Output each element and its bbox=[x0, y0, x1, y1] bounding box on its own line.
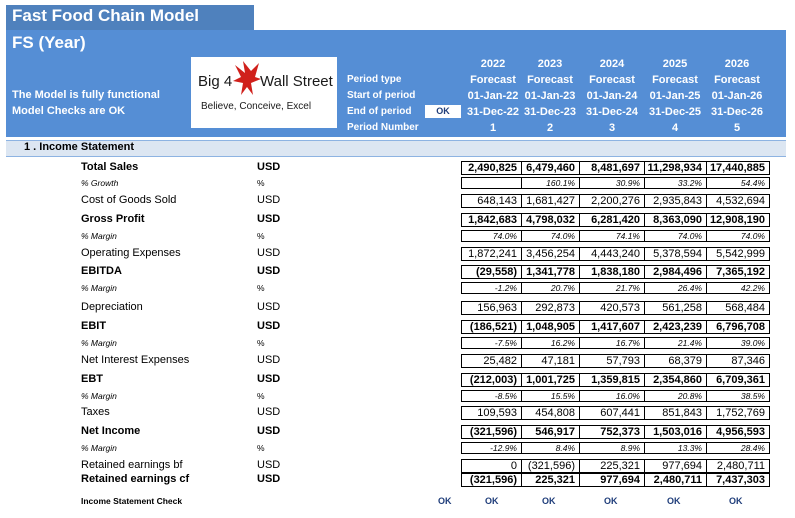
table-cell[interactable]: 5,378,594 bbox=[644, 247, 707, 261]
row-label: Retained earnings bf bbox=[81, 459, 183, 471]
row-label: Retained earnings cf bbox=[81, 473, 190, 485]
table-cell[interactable]: 561,258 bbox=[644, 301, 707, 315]
period-start-2: 01-Jan-23 bbox=[524, 90, 576, 102]
row-label: % Margin bbox=[81, 283, 117, 293]
eagle-logo-icon bbox=[231, 59, 263, 99]
row-label: Net Income bbox=[81, 425, 141, 437]
table-cell[interactable]: 1,001,725 bbox=[521, 373, 580, 387]
row-label: Total Sales bbox=[81, 161, 139, 173]
table-cell[interactable]: 420,573 bbox=[579, 301, 645, 315]
table-cell[interactable]: (186,521) bbox=[461, 320, 522, 334]
table-cell[interactable]: 20.7% bbox=[521, 282, 580, 294]
status-checks: Model Checks are OK bbox=[12, 105, 126, 117]
period-number-2: 2 bbox=[546, 122, 554, 134]
period-number-4: 4 bbox=[671, 122, 679, 134]
table-cell[interactable]: 5,542,999 bbox=[706, 247, 770, 261]
table-cell[interactable]: 7,437,303 bbox=[706, 473, 770, 487]
row-unit: % bbox=[257, 391, 265, 401]
row-label: % Margin bbox=[81, 338, 117, 348]
row-unit: USD bbox=[257, 354, 281, 366]
table-cell[interactable]: 607,441 bbox=[579, 406, 645, 420]
period-year-1: 2022 bbox=[480, 58, 506, 70]
row-unit: USD bbox=[257, 247, 281, 259]
check-ok-1: OK bbox=[485, 496, 499, 506]
table-cell[interactable]: 1,752,769 bbox=[706, 406, 770, 420]
period-year-2: 2023 bbox=[537, 58, 563, 70]
table-cell[interactable]: 2,935,843 bbox=[644, 194, 707, 208]
period-year-4: 2025 bbox=[662, 58, 688, 70]
table-cell[interactable]: 68,379 bbox=[644, 354, 707, 368]
table-cell[interactable]: 1,842,683 bbox=[461, 213, 522, 227]
row-unit: % bbox=[257, 443, 265, 453]
table-cell[interactable]: 21.7% bbox=[579, 282, 645, 294]
table-cell[interactable]: (29,558) bbox=[461, 265, 522, 279]
row-label: Operating Expenses bbox=[81, 247, 181, 259]
table-cell[interactable]: 39.0% bbox=[706, 337, 770, 349]
period-end-1: 31-Dec-22 bbox=[467, 106, 519, 118]
table-cell[interactable]: 851,843 bbox=[644, 406, 707, 420]
row-unit: USD bbox=[257, 194, 281, 206]
table-cell[interactable]: 74.0% bbox=[706, 230, 770, 242]
label-period-number: Period Number bbox=[347, 122, 419, 133]
table-cell[interactable]: 30.9% bbox=[579, 177, 645, 189]
table-cell[interactable]: 6,281,420 bbox=[579, 213, 645, 227]
row-unit: % bbox=[257, 178, 265, 188]
period-type-4: Forecast bbox=[652, 74, 698, 86]
check-summary-ok: OK bbox=[438, 496, 452, 506]
table-cell[interactable]: 54.4% bbox=[706, 177, 770, 189]
table-cell[interactable]: 8.4% bbox=[521, 442, 580, 454]
period-end-2: 31-Dec-23 bbox=[524, 106, 576, 118]
table-cell[interactable]: 752,373 bbox=[579, 425, 645, 439]
row-unit: % bbox=[257, 283, 265, 293]
row-unit: % bbox=[257, 338, 265, 348]
table-cell[interactable]: 156,963 bbox=[461, 301, 522, 315]
check-ok-4: OK bbox=[667, 496, 681, 506]
table-cell[interactable]: 1,681,427 bbox=[521, 194, 580, 208]
table-cell[interactable]: 16.2% bbox=[521, 337, 580, 349]
period-start-3: 01-Jan-24 bbox=[586, 90, 638, 102]
period-number-3: 3 bbox=[608, 122, 616, 134]
table-cell[interactable]: 4,798,032 bbox=[521, 213, 580, 227]
table-cell[interactable]: 546,917 bbox=[521, 425, 580, 439]
table-cell[interactable]: 4,956,593 bbox=[706, 425, 770, 439]
table-cell[interactable]: 1,359,815 bbox=[579, 373, 645, 387]
table-cell[interactable]: 6,709,361 bbox=[706, 373, 770, 387]
table-cell[interactable]: 74.0% bbox=[521, 230, 580, 242]
table-cell[interactable]: 74.0% bbox=[644, 230, 707, 242]
row-unit: USD bbox=[257, 161, 281, 173]
table-cell[interactable]: 8,363,090 bbox=[644, 213, 707, 227]
row-unit: USD bbox=[257, 373, 281, 385]
row-unit: % bbox=[257, 231, 265, 241]
label-start-of-period: Start of period bbox=[347, 90, 416, 101]
row-label: % Growth bbox=[81, 178, 119, 188]
table-cell[interactable]: 109,593 bbox=[461, 406, 522, 420]
table-cell[interactable]: 8.9% bbox=[579, 442, 645, 454]
table-cell[interactable]: 16.0% bbox=[579, 390, 645, 402]
check-ok-2: OK bbox=[542, 496, 556, 506]
table-cell[interactable]: 1,838,180 bbox=[579, 265, 645, 279]
table-cell[interactable]: 977,694 bbox=[644, 459, 707, 473]
period-start-4: 01-Jan-25 bbox=[649, 90, 701, 102]
table-cell[interactable]: 977,694 bbox=[579, 473, 645, 487]
table-cell[interactable]: 0 bbox=[461, 459, 522, 473]
row-label: % Margin bbox=[81, 391, 117, 401]
income-statement-check-label: Income Statement Check bbox=[81, 496, 183, 506]
table-cell[interactable]: 42.2% bbox=[706, 282, 770, 294]
period-year-3: 2024 bbox=[599, 58, 625, 70]
row-label: EBITDA bbox=[81, 265, 122, 277]
table-cell[interactable]: 1,417,607 bbox=[579, 320, 645, 334]
table-cell[interactable]: 2,354,860 bbox=[644, 373, 707, 387]
table-cell[interactable]: 8,481,697 bbox=[579, 161, 645, 175]
table-cell[interactable]: 7,365,192 bbox=[706, 265, 770, 279]
label-end-of-period: End of period bbox=[347, 106, 412, 117]
period-year-5: 2026 bbox=[724, 58, 750, 70]
row-unit: USD bbox=[257, 459, 281, 471]
table-cell[interactable]: 2,480,711 bbox=[644, 473, 707, 487]
row-label: EBT bbox=[81, 373, 103, 385]
period-type-3: Forecast bbox=[589, 74, 635, 86]
table-cell[interactable]: 225,321 bbox=[579, 459, 645, 473]
table-cell[interactable]: (212,003) bbox=[461, 373, 522, 387]
sheet-subtitle: FS (Year) bbox=[12, 33, 86, 52]
label-period-type: Period type bbox=[347, 74, 402, 85]
check-ok-3: OK bbox=[604, 496, 618, 506]
table-cell[interactable]: 11,298,934 bbox=[644, 161, 707, 175]
logo-text-right: Wall Street bbox=[260, 73, 333, 90]
model-title: Fast Food Chain Model bbox=[12, 6, 199, 25]
row-unit: USD bbox=[257, 265, 281, 277]
table-cell[interactable]: 2,200,276 bbox=[579, 194, 645, 208]
table-cell[interactable]: 292,873 bbox=[521, 301, 580, 315]
period-type-5: Forecast bbox=[714, 74, 760, 86]
table-cell[interactable]: 12,908,190 bbox=[706, 213, 770, 227]
table-cell[interactable]: 3,456,254 bbox=[521, 247, 580, 261]
period-end-5: 31-Dec-26 bbox=[711, 106, 763, 118]
ok-button[interactable]: OK bbox=[425, 105, 461, 118]
row-unit: USD bbox=[257, 406, 281, 418]
status-functional: The Model is fully functional bbox=[12, 89, 160, 101]
table-cell[interactable]: 225,321 bbox=[521, 473, 580, 487]
table-cell[interactable]: 25,482 bbox=[461, 354, 522, 368]
table-cell[interactable]: 568,484 bbox=[706, 301, 770, 315]
row-label: Gross Profit bbox=[81, 213, 145, 225]
row-label: EBIT bbox=[81, 320, 107, 332]
table-cell[interactable]: 26.4% bbox=[644, 282, 707, 294]
table-cell[interactable]: 13.3% bbox=[644, 442, 707, 454]
table-cell[interactable]: -12.9% bbox=[461, 442, 522, 454]
table-cell[interactable]: 4,532,694 bbox=[706, 194, 770, 208]
table-cell[interactable]: (321,596) bbox=[461, 425, 522, 439]
table-cell[interactable]: 6,479,460 bbox=[521, 161, 580, 175]
table-cell[interactable]: 87,346 bbox=[706, 354, 770, 368]
table-cell[interactable]: 2,984,496 bbox=[644, 265, 707, 279]
row-label: Depreciation bbox=[81, 301, 143, 313]
table-cell[interactable]: -1.2% bbox=[461, 282, 522, 294]
company-logo bbox=[191, 57, 337, 128]
table-cell[interactable]: 17,440,885 bbox=[706, 161, 770, 175]
table-cell[interactable]: 1,872,241 bbox=[461, 247, 522, 261]
table-cell[interactable]: 74.0% bbox=[461, 230, 522, 242]
table-cell[interactable]: 15.5% bbox=[521, 390, 580, 402]
period-end-3: 31-Dec-24 bbox=[586, 106, 638, 118]
period-start-5: 01-Jan-26 bbox=[711, 90, 763, 102]
row-unit: USD bbox=[257, 301, 281, 313]
table-cell[interactable]: -7.5% bbox=[461, 337, 522, 349]
table-cell[interactable]: 1,341,778 bbox=[521, 265, 580, 279]
table-cell[interactable]: 160.1% bbox=[521, 177, 580, 189]
table-cell[interactable]: 4,443,240 bbox=[579, 247, 645, 261]
table-cell[interactable]: 28.4% bbox=[706, 442, 770, 454]
period-end-4: 31-Dec-25 bbox=[649, 106, 701, 118]
period-type-2: Forecast bbox=[527, 74, 573, 86]
table-cell[interactable]: 6,796,708 bbox=[706, 320, 770, 334]
table-cell[interactable]: 16.7% bbox=[579, 337, 645, 349]
table-cell[interactable]: 20.8% bbox=[644, 390, 707, 402]
table-cell[interactable]: 33.2% bbox=[644, 177, 707, 189]
table-cell[interactable]: -8.5% bbox=[461, 390, 522, 402]
table-cell[interactable] bbox=[461, 177, 522, 189]
logo-tagline: Believe, Conceive, Excel bbox=[201, 101, 312, 112]
table-cell[interactable]: 2,480,711 bbox=[706, 459, 770, 473]
row-label: % Margin bbox=[81, 231, 117, 241]
table-cell[interactable]: 1,503,016 bbox=[644, 425, 707, 439]
table-cell[interactable]: 1,048,905 bbox=[521, 320, 580, 334]
period-number-1: 1 bbox=[489, 122, 497, 134]
table-cell[interactable]: 47,181 bbox=[521, 354, 580, 368]
section-title: 1 . Income Statement bbox=[24, 141, 135, 153]
period-start-1: 01-Jan-22 bbox=[467, 90, 519, 102]
row-unit: USD bbox=[257, 473, 281, 485]
row-label: Taxes bbox=[81, 406, 110, 418]
row-label: % Margin bbox=[81, 443, 117, 453]
period-number-5: 5 bbox=[733, 122, 741, 134]
row-unit: USD bbox=[257, 213, 281, 225]
table-cell[interactable]: (321,596) bbox=[461, 473, 522, 487]
row-unit: USD bbox=[257, 320, 281, 332]
row-label: Cost of Goods Sold bbox=[81, 194, 177, 206]
row-label: Net Interest Expenses bbox=[81, 354, 190, 366]
check-ok-5: OK bbox=[729, 496, 743, 506]
row-unit: USD bbox=[257, 425, 281, 437]
table-cell[interactable]: 57,793 bbox=[579, 354, 645, 368]
table-cell[interactable]: 74.1% bbox=[579, 230, 645, 242]
logo-text-left: Big 4 bbox=[198, 73, 233, 90]
period-type-1: Forecast bbox=[470, 74, 516, 86]
table-cell[interactable]: 2,423,239 bbox=[644, 320, 707, 334]
table-cell[interactable]: 38.5% bbox=[706, 390, 770, 402]
table-cell[interactable]: 454,808 bbox=[521, 406, 580, 420]
table-cell[interactable]: 648,143 bbox=[461, 194, 522, 208]
table-cell[interactable]: (321,596) bbox=[521, 459, 580, 473]
table-cell[interactable]: 2,490,825 bbox=[461, 161, 522, 175]
table-cell[interactable]: 21.4% bbox=[644, 337, 707, 349]
